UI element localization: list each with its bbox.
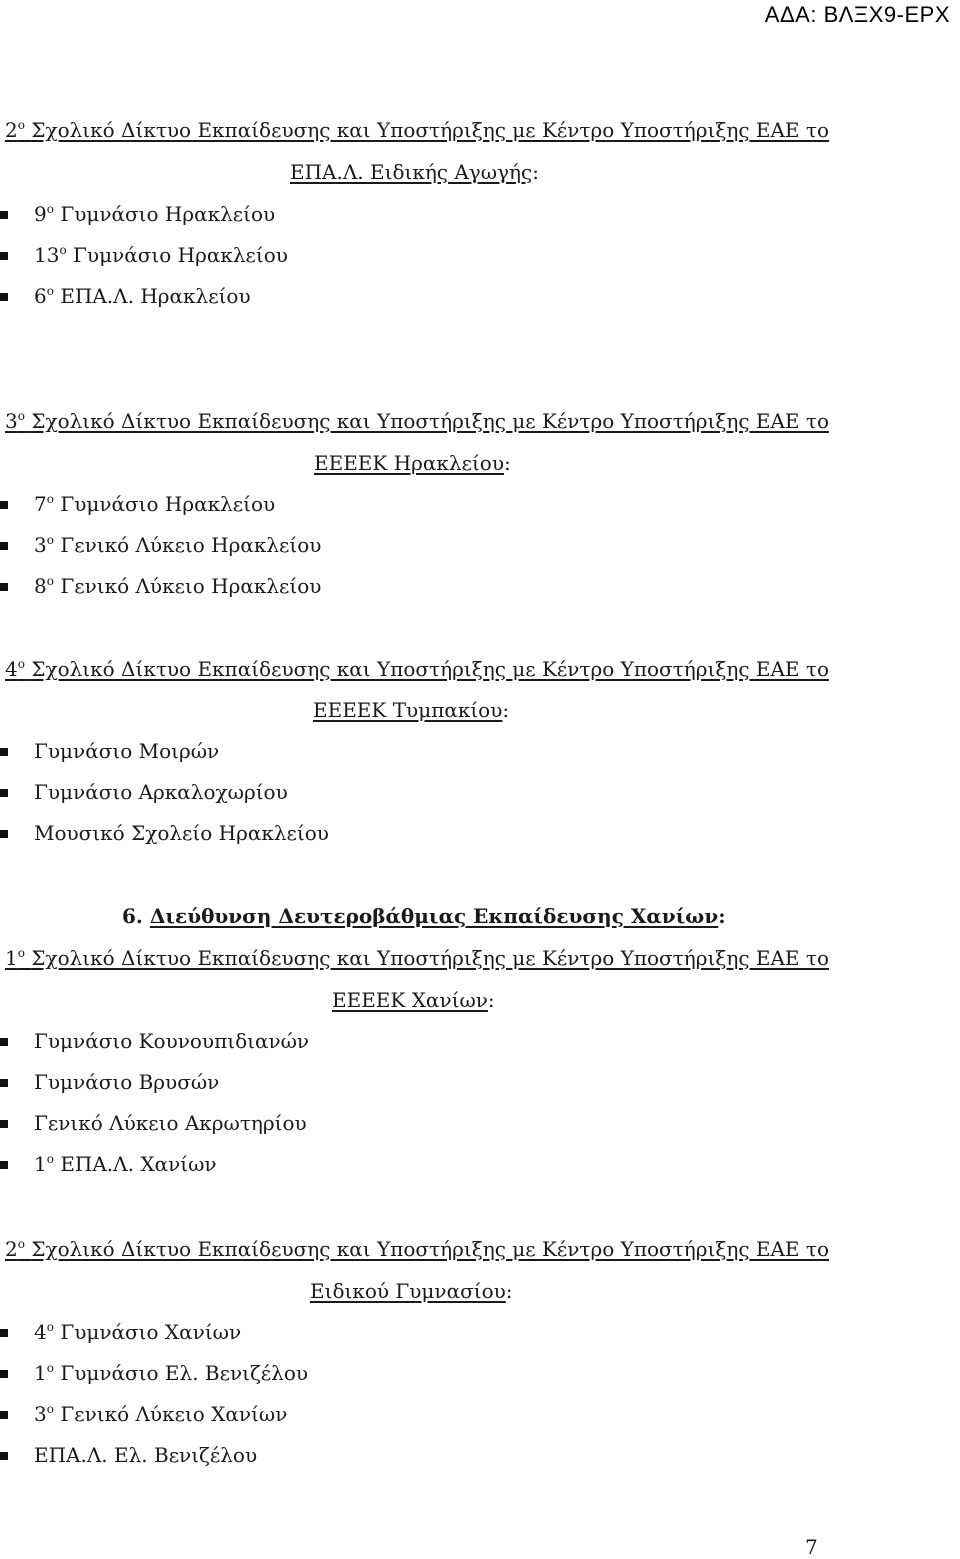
item-number: 3 [34,1402,47,1426]
list-item [34,533,321,557]
item-ordinal: ο [46,1402,54,1416]
heading-ordinal: ο [17,1237,25,1251]
list-item [34,1070,219,1094]
heading-number: 3 [5,409,18,433]
group-heading [5,657,829,681]
heading-ordinal: ο [17,657,25,671]
group-heading-tail [314,451,511,475]
item-text: ΕΠΑ.Λ. Ηρακλείου [53,284,251,308]
item-number: 4 [34,1320,47,1344]
square-bullet-icon [0,748,8,756]
item-ordinal: ο [46,1152,54,1166]
item-ordinal: ο [46,284,54,298]
section-heading [122,904,726,928]
list-item [34,1361,308,1385]
group-heading [5,946,829,970]
list-item [34,284,251,308]
heading-colon: : [505,1279,513,1303]
item-text: Γυμνάσιο Ηρακλείου [53,492,276,516]
item-text: Μουσικό Σχολείο Ηρακλείου [34,821,329,845]
item-ordinal: ο [46,1361,54,1375]
square-bullet-icon [0,542,8,550]
item-number: 8 [34,574,47,598]
heading-tail-text: ΕΕΕΕΚ Ηρακλείου [314,451,504,475]
item-text: Γυμνάσιο Ηρακλείου [53,202,276,226]
item-number: 6 [34,284,47,308]
list-item [34,1152,217,1176]
group-heading-tail [332,988,495,1012]
list-item [34,739,219,763]
item-ordinal: ο [46,574,54,588]
square-bullet-icon [0,293,8,301]
item-text: Γενικό Λύκειο Ηρακλείου [53,533,322,557]
item-text: Γενικό Λύκειο Ηρακλείου [53,574,322,598]
heading-colon: : [487,988,495,1012]
heading-ordinal: ο [17,409,25,423]
heading-tail-text: Ειδικού Γυμνασίου [310,1279,506,1303]
item-text: Γυμνάσιο Ηρακλείου [66,243,288,267]
item-text: Γενικό Λύκειο Ακρωτηρίου [34,1111,307,1135]
heading-tail-text: ΕΕΕΕΚ Χανίων [332,988,488,1012]
heading-tail-text: ΕΕΕΕΚ Τυμπακίου [313,698,503,722]
heading-number: 4 [5,657,18,681]
square-bullet-icon [0,501,8,509]
section-title: Διεύθυνση Δευτεροβάθμιας Εκπαίδευσης Χανίων [149,904,719,928]
item-text: Γυμνάσιο Βρυσών [34,1070,220,1094]
list-item [34,780,288,804]
item-text: Γενικό Λύκειο Χανίων [53,1402,288,1426]
square-bullet-icon [0,211,8,219]
group-heading [5,118,829,142]
square-bullet-icon [0,583,8,591]
square-bullet-icon [0,252,8,260]
item-ordinal: ο [46,533,54,547]
item-text: Γυμνάσιο Ελ. Βενιζέλου [53,1361,309,1385]
heading-tail-text: ΕΠΑ.Λ. Ειδικής Αγωγής [290,160,533,184]
heading-text: Σχολικό Δίκτυο Εκπαίδευσης και Υποστήριξης με Κέντρο Υποστήριξης ΕΑΕ το [31,1237,829,1261]
heading-ordinal: ο [17,118,25,132]
square-bullet-icon [0,1329,8,1337]
group-heading-tail [290,160,539,184]
item-ordinal: ο [46,492,54,506]
ada-code: ΑΔΑ: ΒΛΞΧ9-ΕΡΧ [764,2,950,27]
item-ordinal: ο [46,202,54,216]
list-item [34,243,288,267]
square-bullet-icon [0,830,8,838]
item-text: Γυμνάσιο Αρκαλοχωρίου [34,780,288,804]
heading-number: 1 [5,946,18,970]
item-text: Γυμνάσιο Κουνουπιδιανών [34,1029,310,1053]
group-heading-tail [310,1279,513,1303]
heading-text: Σχολικό Δίκτυο Εκπαίδευσης και Υποστήριξης με Κέντρο Υποστήριξης ΕΑΕ το [31,657,829,681]
square-bullet-icon [0,1038,8,1046]
heading-number: 2 [5,1237,18,1261]
heading-colon: : [502,698,510,722]
list-item [34,1402,287,1426]
item-number: 1 [34,1361,47,1385]
square-bullet-icon [0,1452,8,1460]
item-text: ΕΠΑ.Λ. Ελ. Βενιζέλου [34,1443,258,1467]
section-colon: : [718,904,726,928]
list-item [34,821,329,845]
item-text: ΕΠΑ.Λ. Χανίων [53,1152,217,1176]
square-bullet-icon [0,789,8,797]
square-bullet-icon [0,1161,8,1169]
list-item [34,202,275,226]
square-bullet-icon [0,1120,8,1128]
section-number: 6. [122,904,143,928]
list-item [34,1320,241,1344]
group-heading-tail [313,698,509,722]
heading-colon: : [503,451,511,475]
item-number: 3 [34,533,47,557]
heading-ordinal: ο [17,946,25,960]
item-text: Γυμνάσιο Μοιρών [34,739,220,763]
group-heading [5,409,829,433]
list-item [34,492,275,516]
square-bullet-icon [0,1370,8,1378]
heading-text: Σχολικό Δίκτυο Εκπαίδευσης και Υποστήριξης με Κέντρο Υποστήριξης ΕΑΕ το [31,946,829,970]
item-number: 13 [34,243,60,267]
list-item [34,574,321,598]
square-bullet-icon [0,1411,8,1419]
item-number: 7 [34,492,47,516]
list-item [34,1029,309,1053]
page-number: 7 [805,1535,818,1559]
heading-text: Σχολικό Δίκτυο Εκπαίδευσης και Υποστήριξης με Κέντρο Υποστήριξης ΕΑΕ το [31,118,829,142]
heading-colon: : [532,160,539,184]
item-text: Γυμνάσιο Χανίων [53,1320,242,1344]
item-ordinal: ο [59,243,67,257]
item-ordinal: ο [46,1320,54,1334]
item-number: 1 [34,1152,47,1176]
heading-text: Σχολικό Δίκτυο Εκπαίδευσης και Υποστήριξης με Κέντρο Υποστήριξης ΕΑΕ το [31,409,829,433]
group-heading [5,1237,829,1261]
heading-number: 2 [5,118,18,142]
item-number: 9 [34,202,47,226]
list-item [34,1111,307,1135]
list-item [34,1443,257,1467]
square-bullet-icon [0,1079,8,1087]
